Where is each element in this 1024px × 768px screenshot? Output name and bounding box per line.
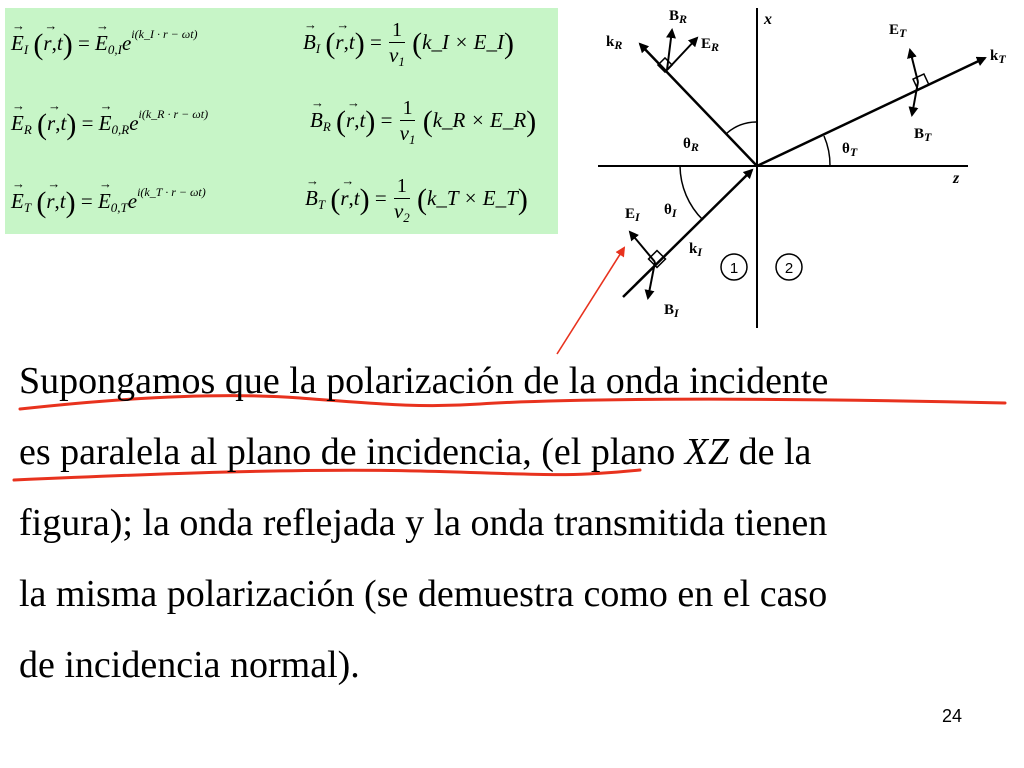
theta-i-label: $\theta_I$: [664, 202, 677, 220]
annotation-arrow: [557, 248, 624, 354]
equation-b-incident: → $B_I$ (→ r,t) = $\frac{1}{v_1}$ (k_I × E_I): [303, 20, 514, 68]
theta-r-arc: [726, 122, 757, 134]
medium-2-label: 2: [784, 260, 794, 277]
transmitted-ray: [757, 58, 985, 166]
z-axis-label: z: [953, 170, 960, 187]
e-transmitted-label: $E_T$: [889, 22, 907, 40]
equation-e-incident: → $E_I$ (→ r,t) = → $E_{0,I}e^{i(k\_I \cdot r - \omega t)}$: [11, 28, 198, 60]
b-reflected-label: $B_R$: [669, 8, 688, 26]
k-incident-label: $k_I$: [689, 241, 703, 259]
paragraph-line-2a: es paralela al plano de incidencia, (el plano: [19, 431, 685, 473]
theta-t-arc: [824, 136, 830, 166]
b-transmitted-label: $B_T$: [914, 126, 932, 144]
body-paragraph: [19, 346, 1009, 701]
equation-e-reflected: → $E_R$ (→ r,t) = → $E_{0,R}e^{i(k\_R \cdot r - \omega t)}$: [11, 108, 208, 140]
equation-b-transmitted: → $B_T$ (→ r,t) = $\frac{1}{v_2}$ (k_T × E_T): [305, 176, 528, 224]
e-incident-vector: [630, 232, 655, 262]
page-number: 24: [942, 706, 963, 726]
theta-t-label: $\theta_T$: [842, 141, 858, 159]
paragraph-line-4: la misma polarización (se demuestra como en el caso: [19, 573, 828, 615]
equation-e-transmitted: → $E_T$ (→ r,t) = → $E_{0,T}e^{i(k\_T \cdot r - \omega t)}$: [11, 186, 206, 218]
e-incident-label: $E_I$: [625, 206, 640, 224]
paragraph-line-2b: de la: [729, 431, 812, 473]
medium-1-label: 1: [729, 260, 739, 277]
theta-r-label: $\theta_R$: [683, 136, 699, 154]
theta-i-arc: [680, 166, 703, 220]
paragraph-line-3: figura); la onda reflejada y la onda transmitida tienen: [19, 502, 828, 544]
k-transmitted-label: $k_T$: [990, 48, 1006, 66]
paragraph-line-1: Supongamos que la polarización de la onda incidente: [19, 360, 829, 402]
plane-xz: XZ: [684, 431, 730, 473]
b-incident-label: $B_I$: [664, 302, 679, 320]
paragraph-line-5: de incidencia normal).: [19, 644, 360, 686]
k-reflected-label: $k_R$: [606, 34, 623, 52]
x-axis-label: x: [764, 11, 772, 28]
e-reflected-label: $E_R$: [701, 36, 720, 54]
incident-ray: [623, 170, 752, 297]
equation-b-reflected: → $B_R$ (→ r,t) = $\frac{1}{v_1}$ (k_R × E_R): [310, 98, 536, 146]
